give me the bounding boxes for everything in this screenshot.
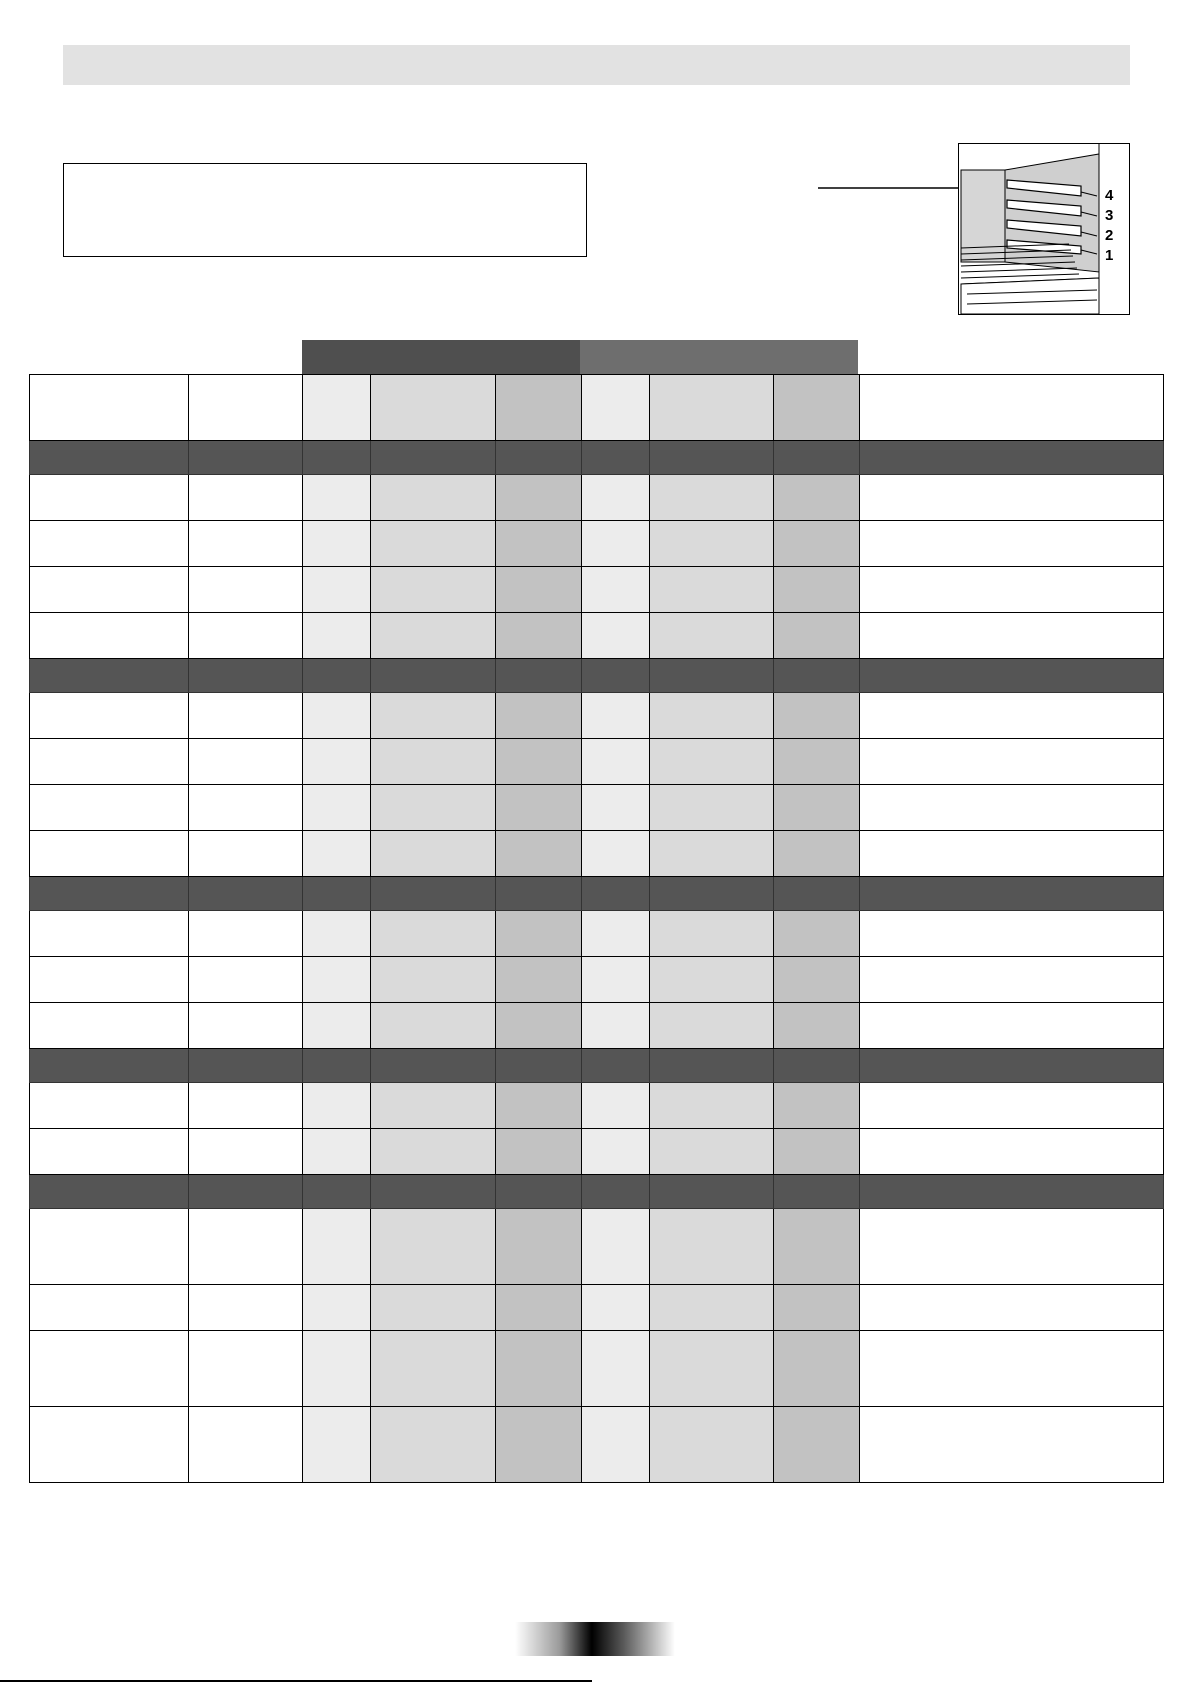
table-cell: [496, 911, 582, 957]
table-cell: [30, 441, 189, 475]
table-cell: [303, 739, 371, 785]
table-cell: [189, 1407, 303, 1483]
header-cell: [860, 375, 1164, 441]
table-cell: [774, 1129, 860, 1175]
section-band-row: [30, 877, 1164, 911]
table-cell: [774, 613, 860, 659]
table-header-row: [30, 375, 1164, 441]
table-cell: [189, 1049, 303, 1083]
table-cell: [189, 1003, 303, 1049]
table-cell: [303, 475, 371, 521]
table-cell: [496, 957, 582, 1003]
table-cell: [650, 1049, 774, 1083]
header-cell: [582, 375, 650, 441]
table-cell: [30, 1331, 189, 1407]
table-cell: [303, 1049, 371, 1083]
shelf-label-1: 1: [1105, 247, 1114, 264]
table-cell: [650, 1209, 774, 1285]
table-cell: [303, 659, 371, 693]
table-cell: [774, 911, 860, 957]
table-cell: [189, 831, 303, 877]
table-cell: [496, 1129, 582, 1175]
table-row: [30, 613, 1164, 659]
table-cell: [650, 877, 774, 911]
table-cell: [30, 693, 189, 739]
table-cell: [650, 475, 774, 521]
table-cell: [774, 1209, 860, 1285]
table-cell: [303, 911, 371, 957]
cooking-table: [29, 374, 1164, 1483]
table-cell: [860, 785, 1164, 831]
table-cell: [774, 567, 860, 613]
table-cell: [582, 1003, 650, 1049]
table-cell: [774, 521, 860, 567]
table-cell: [860, 1083, 1164, 1129]
table-cell: [582, 659, 650, 693]
table-row: [30, 831, 1164, 877]
table-cell: [582, 693, 650, 739]
table-cell: [189, 1209, 303, 1285]
table-cell: [189, 521, 303, 567]
table-cell: [860, 613, 1164, 659]
header-cell: [303, 375, 371, 441]
table-cell: [650, 693, 774, 739]
table-cell: [582, 911, 650, 957]
table-cell: [582, 613, 650, 659]
table-cell: [303, 785, 371, 831]
table-cell: [189, 957, 303, 1003]
table-cell: [774, 475, 860, 521]
table-cell: [371, 1285, 496, 1331]
table-cell: [582, 1175, 650, 1209]
table-cell: [650, 911, 774, 957]
table-cell: [650, 659, 774, 693]
table-cell: [371, 739, 496, 785]
table-cell: [860, 1003, 1164, 1049]
table-cell: [860, 1285, 1164, 1331]
table-cell: [30, 785, 189, 831]
table-cell: [774, 659, 860, 693]
table-cell: [30, 475, 189, 521]
table-cell: [496, 441, 582, 475]
table-cell: [303, 1083, 371, 1129]
table-cell: [496, 475, 582, 521]
table-cell: [860, 1175, 1164, 1209]
table-cell: [860, 739, 1164, 785]
table-cell: [650, 521, 774, 567]
table-cell: [650, 739, 774, 785]
table-cell: [496, 1331, 582, 1407]
table-cell: [496, 877, 582, 911]
table-cell: [30, 1083, 189, 1129]
table-cell: [30, 613, 189, 659]
table-cell: [496, 785, 582, 831]
table-cell: [582, 441, 650, 475]
table-cell: [860, 567, 1164, 613]
table-cell: [582, 1083, 650, 1129]
table-row: [30, 1331, 1164, 1407]
table-cell: [860, 441, 1164, 475]
table-cell: [496, 1003, 582, 1049]
table-cell: [582, 831, 650, 877]
table-cell: [582, 877, 650, 911]
header-cell: [650, 375, 774, 441]
table-cell: [496, 1407, 582, 1483]
table-cell: [371, 877, 496, 911]
shelf-label-2: 2: [1105, 227, 1114, 244]
table-row: [30, 693, 1164, 739]
oven-illustration: [959, 144, 1129, 314]
table-cell: [860, 475, 1164, 521]
table-cell: [189, 613, 303, 659]
table-cell: [30, 877, 189, 911]
table-cell: [303, 1175, 371, 1209]
table-cell: [774, 1407, 860, 1483]
table-cell: [582, 1209, 650, 1285]
table-cell: [496, 567, 582, 613]
table-cell: [650, 1285, 774, 1331]
table-cell: [582, 785, 650, 831]
table-cell: [650, 1003, 774, 1049]
table-cell: [496, 521, 582, 567]
table-cell: [303, 1129, 371, 1175]
table-cell: [371, 1003, 496, 1049]
section-band-row: [30, 1049, 1164, 1083]
table-cell: [582, 1049, 650, 1083]
table-cell: [303, 1209, 371, 1285]
table-cell: [774, 739, 860, 785]
table-cell: [371, 957, 496, 1003]
table-cell: [860, 521, 1164, 567]
table-cell: [650, 613, 774, 659]
table-cell: [303, 521, 371, 567]
table-cell: [371, 1083, 496, 1129]
table-cell: [371, 831, 496, 877]
table-cell: [30, 1407, 189, 1483]
shelf-label-4: 4: [1105, 187, 1114, 204]
bottom-rule: [0, 1680, 592, 1682]
table-cell: [30, 957, 189, 1003]
table-row: [30, 1129, 1164, 1175]
table-cell: [371, 613, 496, 659]
table-row: [30, 475, 1164, 521]
table-cell: [860, 831, 1164, 877]
table-cell: [774, 831, 860, 877]
table-cell: [774, 1331, 860, 1407]
table-cell: [774, 441, 860, 475]
shelf-label-3: 3: [1105, 207, 1114, 224]
table-cell: [774, 1083, 860, 1129]
table-cell: [774, 693, 860, 739]
table-cell: [303, 693, 371, 739]
table-cell: [860, 1209, 1164, 1285]
table-cell: [650, 1129, 774, 1175]
table-cell: [189, 693, 303, 739]
table-cell: [496, 1209, 582, 1285]
table-cell: [303, 1331, 371, 1407]
header-cell: [371, 375, 496, 441]
table-cell: [774, 957, 860, 1003]
table-cell: [371, 1175, 496, 1209]
section-band-row: [30, 1175, 1164, 1209]
table-cell: [496, 659, 582, 693]
page-footer-gradient: [515, 1622, 675, 1656]
table-cell: [189, 1285, 303, 1331]
table-cell: [860, 1049, 1164, 1083]
table-cell: [371, 693, 496, 739]
table-cell: [650, 785, 774, 831]
table-cell: [650, 567, 774, 613]
table-cell: [650, 831, 774, 877]
table-cell: [860, 693, 1164, 739]
table-cell: [30, 659, 189, 693]
table-cell: [30, 1003, 189, 1049]
table-cell: [774, 1003, 860, 1049]
table-row: [30, 911, 1164, 957]
table-cell: [582, 1285, 650, 1331]
note-box: [63, 163, 587, 257]
table-row: [30, 1285, 1164, 1331]
table-cell: [30, 521, 189, 567]
table-cell: [303, 1407, 371, 1483]
table-cell: [496, 1175, 582, 1209]
table-cell: [371, 521, 496, 567]
table-cell: [860, 1129, 1164, 1175]
table-row: [30, 739, 1164, 785]
table-cell: [303, 441, 371, 475]
table-cell: [582, 957, 650, 1003]
table-cell: [189, 785, 303, 831]
section-band-row: [30, 659, 1164, 693]
table-cell: [860, 957, 1164, 1003]
table-row: [30, 1003, 1164, 1049]
group-header-1: [302, 340, 580, 374]
table-cell: [650, 1407, 774, 1483]
table-cell: [371, 911, 496, 957]
table-cell: [303, 1285, 371, 1331]
table-cell: [496, 693, 582, 739]
table-cell: [189, 441, 303, 475]
table-cell: [30, 1129, 189, 1175]
table-cell: [30, 567, 189, 613]
table-cell: [303, 1003, 371, 1049]
table-cell: [774, 1049, 860, 1083]
table-cell: [30, 739, 189, 785]
table-cell: [650, 1083, 774, 1129]
table-cell: [189, 877, 303, 911]
table-cell: [189, 1175, 303, 1209]
table-row: [30, 1209, 1164, 1285]
table-cell: [30, 1175, 189, 1209]
table-cell: [303, 567, 371, 613]
table-cell: [371, 1209, 496, 1285]
table-row: [30, 1407, 1164, 1483]
table-cell: [189, 567, 303, 613]
table-cell: [30, 911, 189, 957]
header-cell: [774, 375, 860, 441]
header-cell: [30, 375, 189, 441]
table-cell: [189, 475, 303, 521]
table-cell: [189, 659, 303, 693]
table-cell: [371, 1331, 496, 1407]
table-cell: [189, 911, 303, 957]
table-cell: [582, 475, 650, 521]
table-cell: [371, 785, 496, 831]
table-cell: [860, 1407, 1164, 1483]
table-cell: [371, 1129, 496, 1175]
table-cell: [860, 911, 1164, 957]
table-cell: [30, 831, 189, 877]
table-cell: [496, 1083, 582, 1129]
table-body: [30, 441, 1164, 1483]
table-cell: [303, 831, 371, 877]
table-cell: [582, 1129, 650, 1175]
pointer-arrow: [818, 182, 978, 194]
table-cell: [496, 613, 582, 659]
table-cell: [774, 785, 860, 831]
table-cell: [30, 1285, 189, 1331]
table-cell: [496, 831, 582, 877]
table-cell: [650, 957, 774, 1003]
table-cell: [303, 877, 371, 911]
table-cell: [496, 1049, 582, 1083]
oven-shelf-diagram: [958, 143, 1130, 315]
table-cell: [303, 957, 371, 1003]
table-cell: [582, 1331, 650, 1407]
table-cell: [582, 567, 650, 613]
header-cell: [496, 375, 582, 441]
table-row: [30, 1083, 1164, 1129]
table-cell: [774, 1175, 860, 1209]
section-band-row: [30, 441, 1164, 475]
table-cell: [582, 521, 650, 567]
table-cell: [371, 567, 496, 613]
table-cell: [189, 1083, 303, 1129]
table-cell: [371, 475, 496, 521]
table-cell: [30, 1209, 189, 1285]
table-cell: [650, 1331, 774, 1407]
table-cell: [650, 1175, 774, 1209]
table-row: [30, 521, 1164, 567]
header-cell: [189, 375, 303, 441]
table-cell: [371, 441, 496, 475]
table-cell: [650, 441, 774, 475]
table-cell: [860, 659, 1164, 693]
table-cell: [582, 1407, 650, 1483]
table-cell: [860, 877, 1164, 911]
table-cell: [189, 1331, 303, 1407]
table-cell: [371, 1407, 496, 1483]
table-cell: [774, 877, 860, 911]
table-cell: [303, 613, 371, 659]
table-cell: [371, 1049, 496, 1083]
table-cell: [189, 1129, 303, 1175]
table-row: [30, 957, 1164, 1003]
table-cell: [774, 1285, 860, 1331]
table-cell: [496, 739, 582, 785]
table-cell: [30, 1049, 189, 1083]
table-cell: [189, 739, 303, 785]
table-cell: [496, 1285, 582, 1331]
header-bar: [63, 45, 1130, 85]
table-row: [30, 567, 1164, 613]
table-row: [30, 785, 1164, 831]
table-cell: [860, 1331, 1164, 1407]
table-cell: [582, 739, 650, 785]
group-header-2: [580, 340, 858, 374]
table-cell: [371, 659, 496, 693]
